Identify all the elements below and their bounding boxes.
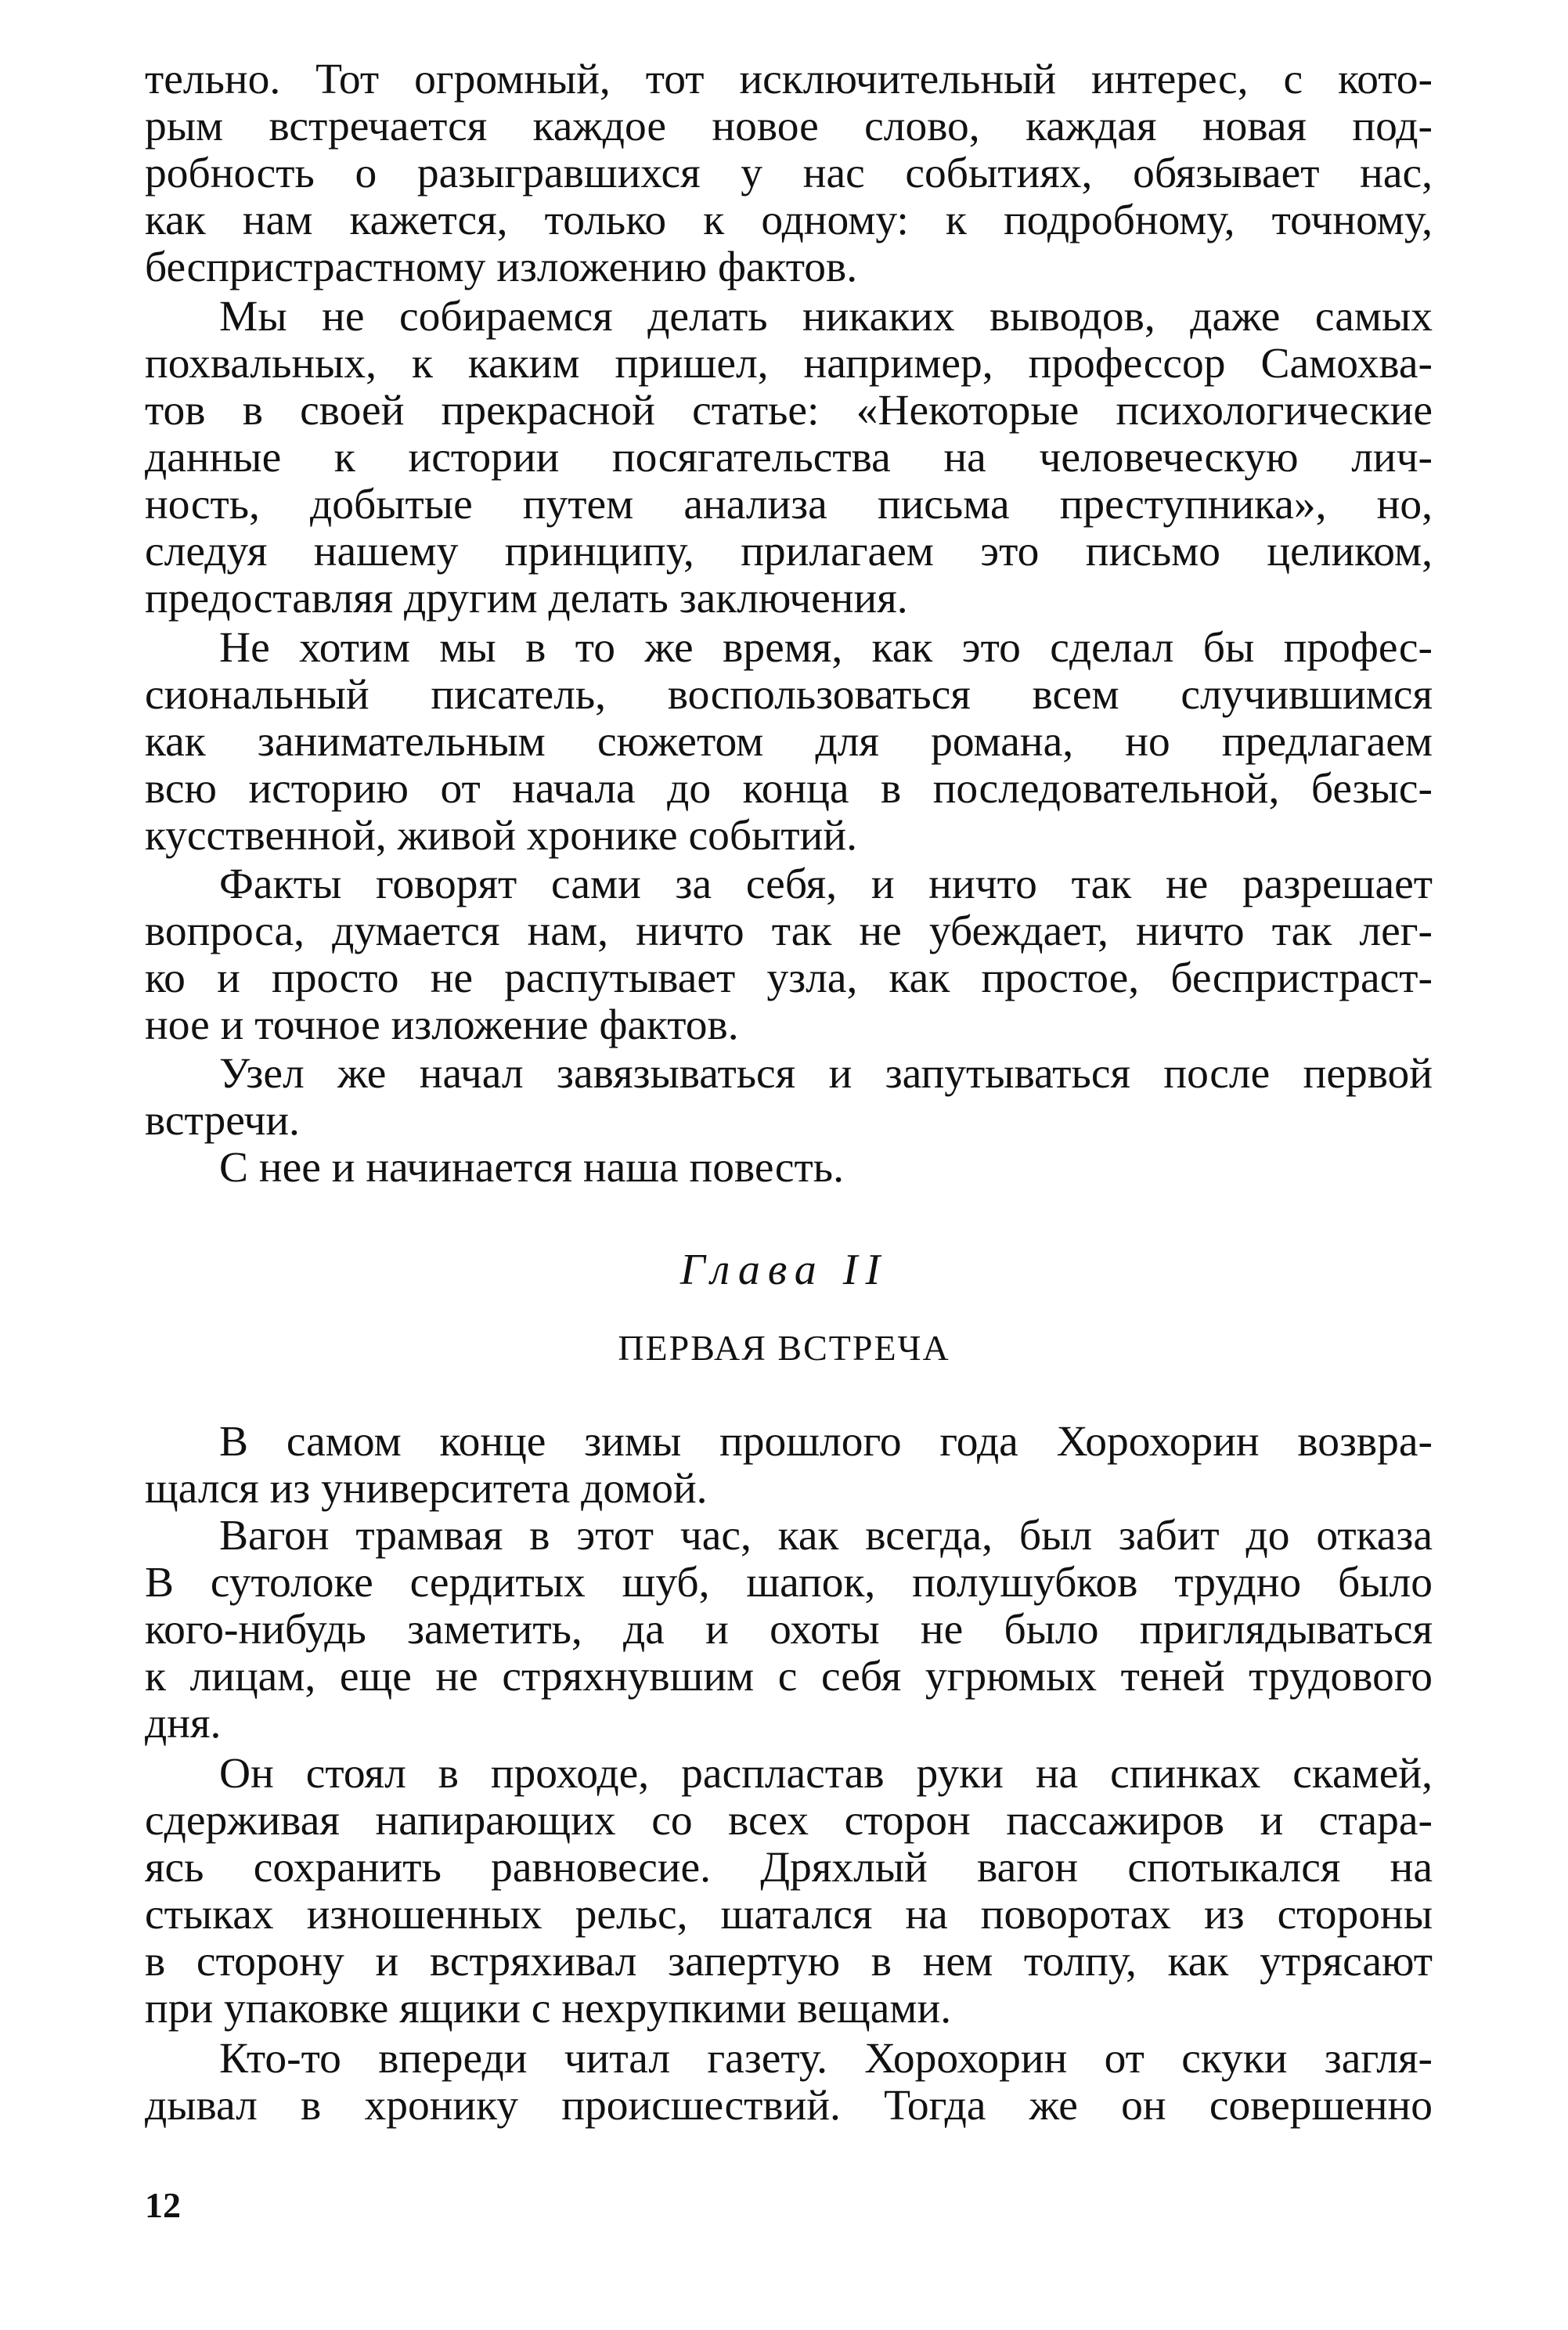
text-line: Вагон трамвая в этот час, как всегда, был забит до отказа <box>219 1512 1433 1560</box>
text-line: сиональный писатель, воспользоваться всем случившимся <box>145 671 1433 719</box>
text-line: Мы не собираемся делать никаких выводов, даже самых <box>219 293 1433 341</box>
text-line: ясь сохранить равновесие. Дряхлый вагон спотыкался на <box>145 1844 1433 1892</box>
text-line: дня. <box>145 1700 222 1748</box>
text-line: встречи. <box>145 1097 300 1145</box>
text-line: следуя нашему принципу, прилагаем это письмо целиком, <box>145 528 1433 575</box>
chapter-label: Глава II <box>679 1246 889 1294</box>
text-line: похвальных, к каким пришел, например, профессор Самохва- <box>145 340 1433 388</box>
text-line: вопроса, думается нам, ничто так не убеждает, ничто так лег- <box>145 907 1433 955</box>
text-line: к лицам, еще не стряхнувшим с себя угрюмых теней трудового <box>145 1653 1433 1701</box>
text-line: сдерживая напирающих со всех сторон пассажиров и стара- <box>145 1797 1433 1845</box>
text-line: предоставляя другим делать заключения. <box>145 575 908 622</box>
text-line: Не хотим мы в то же время, как это сделал бы профес- <box>219 624 1433 672</box>
text-line: кусственной, живой хронике событий. <box>145 812 857 860</box>
text-line: в сторону и встряхивал запертую в нем толпу, как утрясают <box>145 1938 1433 1986</box>
text-line: ность, добытые путем анализа письма преступника», но, <box>145 481 1433 528</box>
text-line: робность о разыгравшихся у нас событиях, обязывает нас, <box>145 150 1433 197</box>
text-line: Факты говорят сами за себя, и ничто так не разрешает <box>219 860 1433 908</box>
text-line: В самом конце зимы прошлого года Хорохорин возвра- <box>219 1418 1433 1466</box>
page-number: 12 <box>145 2185 181 2225</box>
text-line: тов в своей прекрасной статье: «Некоторые психологические <box>145 387 1433 435</box>
text-line: В сутолоке сердитых шуб, шапок, полушубков трудно было <box>145 1559 1433 1607</box>
text-line: Узел же начал завязываться и запутываться после первой <box>219 1050 1433 1098</box>
text-line: стыках изношенных рельс, шатался на поворотах из стороны <box>145 1891 1433 1939</box>
text-line: как нам кажется, только к одному: к подробному, точному, <box>145 197 1433 244</box>
text-line: Он стоял в проходе, распластав руки на спинках скамей, <box>219 1750 1433 1798</box>
text-line: рым встречается каждое новое слово, каждая новая под- <box>145 103 1433 150</box>
text-line: дывал в хронику происшествий. Тогда же он совершенно <box>145 2082 1433 2130</box>
text-line: данные к истории посягательства на человеческую лич- <box>145 434 1433 482</box>
text-line: ко и просто не распутывает узла, как простое, беспристраст- <box>145 954 1433 1002</box>
text-line: беспристрастному изложению фактов. <box>145 243 858 291</box>
chapter-title: ПЕРВАЯ ВСТРЕЧА <box>618 1328 950 1368</box>
text-line: при упаковке ящики с нехрупкими вещами. <box>145 1985 952 2032</box>
text-line: Кто-то впереди читал газету. Хорохорин от скуки загля- <box>219 2035 1433 2083</box>
text-line: всю историю от начала до конца в последовательной, безыс- <box>145 765 1433 813</box>
text-line: как занимательным сюжетом для романа, но предлагаем <box>145 718 1433 766</box>
text-line: кого-нибудь заметить, да и охоты не было приглядываться <box>145 1606 1433 1654</box>
text-line: С нее и начинается наша повесть. <box>219 1144 844 1192</box>
text-line: щался из университета домой. <box>145 1465 708 1513</box>
text-line: тельно. Тот огромный, тот исключительный интерес, с кото- <box>145 56 1433 103</box>
text-line: ное и точное изложение фактов. <box>145 1001 739 1049</box>
